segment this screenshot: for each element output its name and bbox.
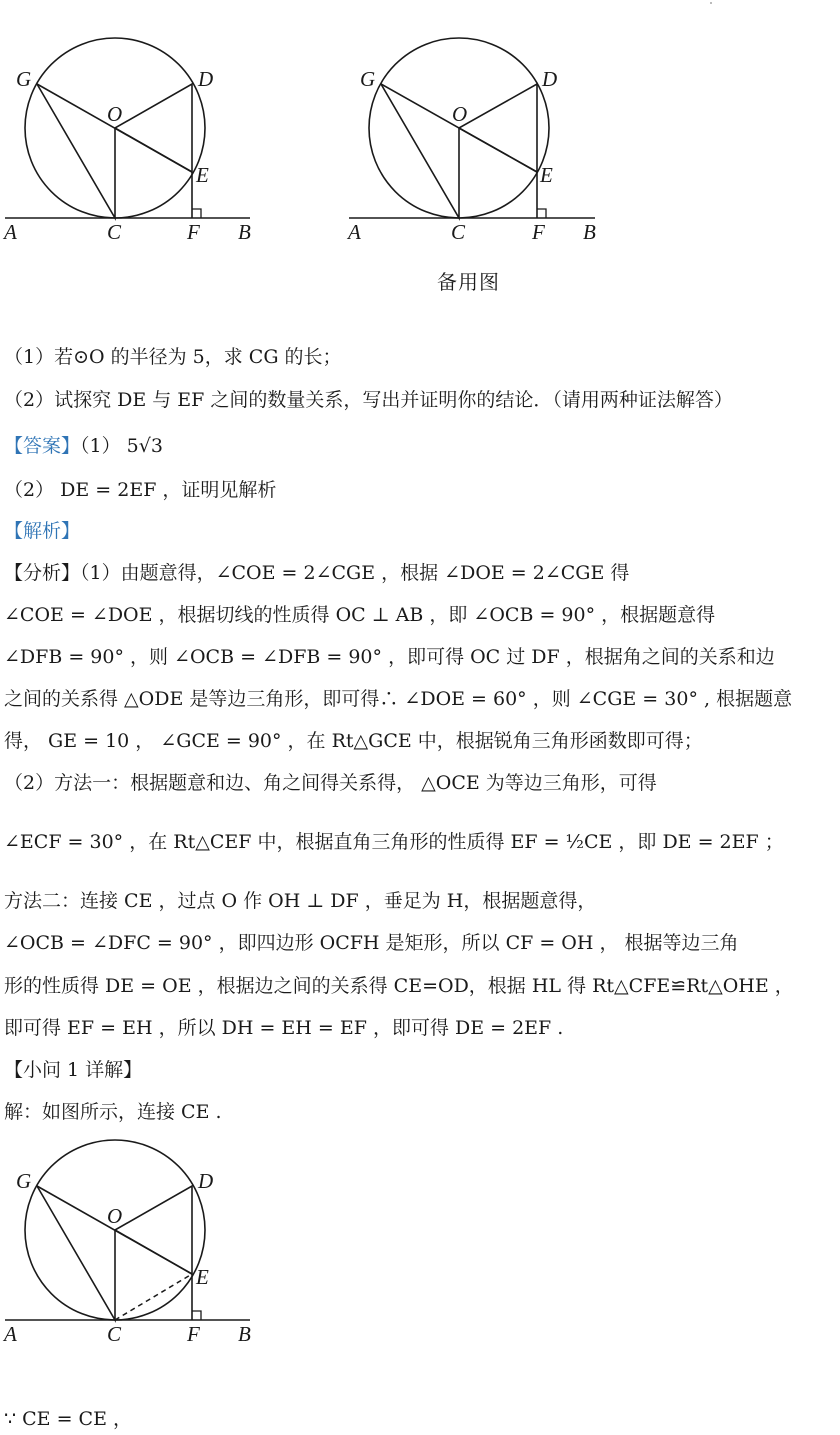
label-D: D [198,67,214,91]
label-C: C [451,220,466,244]
label-A: A [348,220,361,244]
subquestion-heading: 【小问 1 详解】 [4,1059,143,1081]
analysis-line: ∠ECF = 30° ，在 Rt△CEF 中，根据直角三角形的性质得 EF = ½CE ，即 DE = 2EF ； [4,831,784,853]
analysis-line: 方法二：连接 CE ，过点 O 作 OH ⊥ DF ，垂足为 H，根据题意得， [4,890,597,912]
answer-line [4,437,163,456]
analysis-label: 【解析】 [4,520,81,542]
scan-speck [710,2,712,4]
analysis-line: 即可得 EF = EH ，所以 DH = EH = EF ，即可得 DE = 2EF . [4,1017,564,1039]
question-2: （2）试探究 DE 与 EF 之间的数量关系，写出并证明你的结论．（请用两种证法解答） [4,389,733,411]
geometry-figure-3 [0,1102,300,1352]
answer-2: （2） DE = 2EF ，证明见解析 [4,479,277,501]
label-G: G [360,67,376,91]
label-G: G [16,1169,32,1193]
label-F: F [187,1322,200,1346]
label-A: A [4,1322,17,1346]
label-F: F [187,220,200,244]
analysis-line: （2）方法一：根据题意和边、角之间得关系得， △OCE 为等边三角形，可得 [4,772,657,794]
label-F: F [532,220,545,244]
geometry-figure-2 [345,0,645,250]
label-D: D [198,1169,214,1193]
analysis-line: 形的性质得 DE = OE ，根据边之间的关系得 CE=OD，根据 HL 得 Rt△CFE≌Rt△OHE ， [4,975,794,997]
solution-line: ∵ CE = CE ， [4,1408,132,1430]
analysis-line: ∠OCB = ∠DFC = 90° ，即四边形 OCFH 是矩形，所以 CF = OH ， 根据等边三角 [4,932,739,954]
answer-1: （1） 5√3 [80,435,163,457]
label-G: G [16,67,32,91]
label-O: O [107,102,123,126]
label-E: E [540,163,553,187]
label-B: B [583,220,596,244]
label-B: B [238,220,251,244]
geometry-figure-1 [0,0,300,250]
answer-label: 【答案】 [4,435,81,457]
label-O: O [452,102,468,126]
analysis-line: 【分析】（1）由题意得，∠COE = 2∠CGE ，根据 ∠DOE = 2∠CGE 得 [4,562,630,584]
analysis-line: 得， GE = 10 ， ∠GCE = 90° ，在 Rt△GCE 中，根据锐角三角形函数即可得； [4,730,703,752]
figure-caption: 备用图 [437,270,500,294]
analysis-line: ∠DFB = 90° ，则 ∠OCB = ∠DFB = 90° ，即可得 OC 过 DF ，根据角之间的关系和边 [4,646,775,668]
label-E: E [196,1265,209,1289]
label-B: B [238,1322,251,1346]
question-1: （1）若⊙O 的半径为 5，求 CG 的长； [4,346,342,368]
label-D: D [542,67,558,91]
label-A: A [4,220,17,244]
analysis-line: 之间的关系得 △ODE 是等边三角形，即可得∴ ∠DOE = 60° ，则 ∠CGE = 30° , 根据题意 [4,688,793,710]
solution-line: 解：如图所示，连接 CE . [4,1101,222,1123]
label-C: C [107,220,122,244]
label-C: C [107,1322,122,1346]
analysis-line: ∠COE = ∠DOE ，根据切线的性质得 OC ⊥ AB ，即 ∠OCB = 90° ，根据题意得 [4,604,716,626]
label-E: E [196,163,209,187]
label-O: O [107,1204,123,1228]
